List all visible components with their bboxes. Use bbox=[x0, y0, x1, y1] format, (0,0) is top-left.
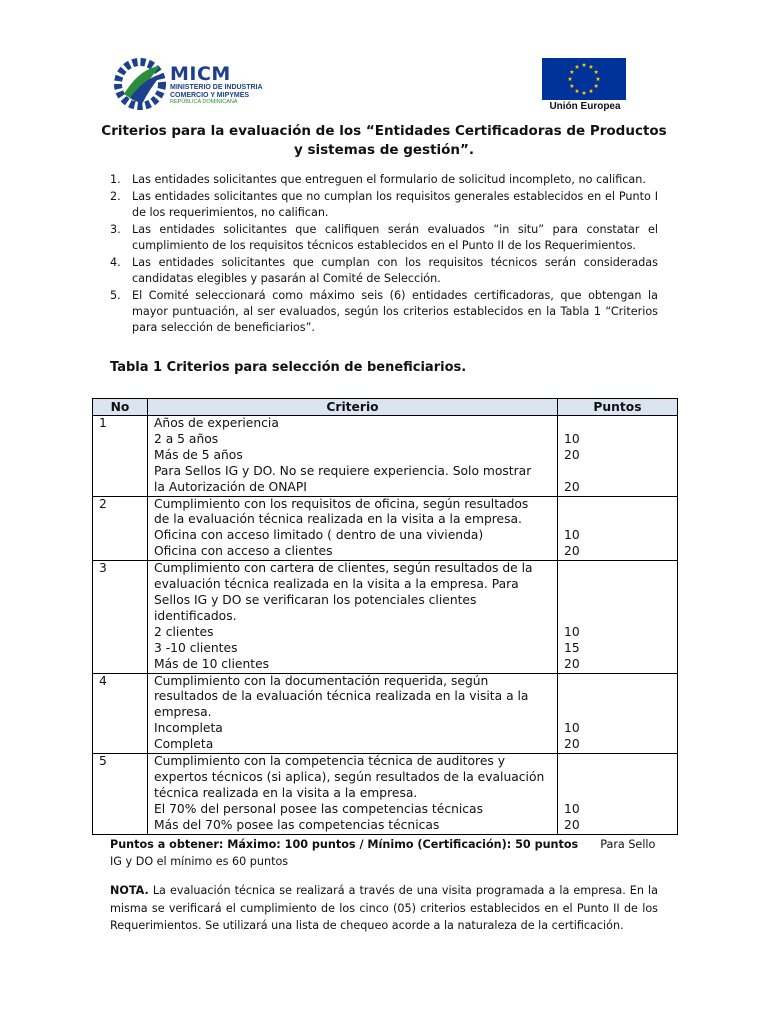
criterio-line: expertos técnicos (si aplica), según resultados de la evaluación bbox=[154, 769, 545, 784]
puntos-value bbox=[564, 497, 677, 513]
criteria-table bbox=[92, 398, 678, 835]
puntos-value: 10 bbox=[564, 624, 580, 639]
puntos-value bbox=[564, 593, 677, 609]
puntos-value: 10 bbox=[564, 721, 580, 736]
criterio-line: 2 a 5 años bbox=[154, 431, 219, 446]
criterio-line: Incompleta bbox=[154, 721, 223, 736]
criterio-line: de la evaluación técnica realizada en la visita a la empresa. bbox=[154, 512, 522, 527]
criterio-line: empresa. bbox=[154, 705, 212, 720]
table-row bbox=[93, 561, 678, 673]
puntos-value bbox=[564, 786, 677, 802]
list-item bbox=[110, 288, 658, 336]
table-row bbox=[93, 754, 678, 835]
row-criterio-cell bbox=[148, 673, 558, 754]
row-puntos-cell bbox=[558, 673, 678, 754]
eu-logo bbox=[542, 58, 628, 112]
criterio-line: 3 -10 clientes bbox=[154, 640, 238, 655]
criterio-line: Años de experiencia bbox=[154, 416, 279, 430]
row-number-cell: 3 bbox=[93, 561, 148, 673]
header-puntos: Puntos bbox=[558, 399, 678, 416]
criterio-line: Oficina con acceso limitado ( dentro de una vivienda) bbox=[154, 528, 484, 543]
nota-paragraph bbox=[110, 882, 658, 935]
list-item-number: 4. bbox=[110, 256, 121, 269]
list-item bbox=[110, 189, 658, 221]
row-puntos-cell bbox=[558, 754, 678, 835]
list-item-number: 2. bbox=[110, 190, 121, 203]
criteria-list bbox=[110, 172, 658, 337]
table-header-row bbox=[93, 399, 678, 416]
puntos-value: 15 bbox=[564, 640, 580, 655]
row-number-cell: 4 bbox=[93, 673, 148, 754]
criterio-line: Completa bbox=[154, 737, 214, 752]
puntos-value: 20 bbox=[564, 447, 580, 462]
row-number-cell: 2 bbox=[93, 496, 148, 561]
puntos-value bbox=[564, 464, 677, 480]
puntos-value: 10 bbox=[564, 801, 580, 816]
criterio-line: Cumplimiento con los requisitos de oficina, según resultados bbox=[154, 496, 529, 511]
criterio-line: Oficina con acceso a clientes bbox=[154, 544, 333, 559]
micm-name: MICM bbox=[170, 63, 231, 85]
table-row bbox=[93, 673, 678, 754]
micm-subtitle-2: COMERCIO Y MIPYMES bbox=[170, 91, 250, 99]
table-title: Tabla 1 Criterios para selección de beneficiarios. bbox=[110, 360, 467, 375]
row-criterio-cell bbox=[148, 754, 558, 835]
row-puntos-cell bbox=[558, 416, 678, 497]
header-no: No bbox=[93, 399, 148, 416]
table-row bbox=[93, 496, 678, 561]
list-item-number: 1. bbox=[110, 173, 121, 186]
micm-subtitle-1: MINISTERIO DE INDUSTRIA bbox=[170, 84, 263, 91]
puntos-value bbox=[564, 609, 677, 625]
puntos-value bbox=[564, 512, 677, 528]
criterio-line: técnica realizada en la visita a la empresa. bbox=[154, 785, 418, 800]
criterio-line: la Autorización de ONAPI bbox=[154, 479, 307, 494]
criterio-line: Para Sellos IG y DO. No se requiere experiencia. Solo mostrar bbox=[154, 463, 532, 478]
score-note-bold: Puntos a obtener: Máximo: 100 puntos / Mínimo (Certificación): 50 puntos bbox=[110, 838, 579, 851]
micm-wordmark bbox=[170, 64, 263, 105]
criterio-line: evaluación técnica realizada en la visita a la empresa. Para bbox=[154, 577, 519, 592]
criterio-line: identificados. bbox=[154, 608, 237, 623]
puntos-value bbox=[564, 754, 677, 770]
micm-subtitle-3: REPÚBLICA DOMINICANA bbox=[170, 99, 238, 105]
criterio-line: Cumplimiento con la competencia técnica de auditores y bbox=[154, 754, 505, 769]
list-item-text: Las entidades solicitantes que no cumplan los requisitos generales establecidos en el Punto I de los requerimientos, no califican. bbox=[132, 190, 658, 219]
puntos-value: 10 bbox=[564, 528, 580, 543]
puntos-value: 20 bbox=[564, 656, 580, 671]
list-item-text: El Comité seleccionará como máximo seis (6) entidades certificadoras, que obtengan la mayor puntuación, al ser evaluados, según los criterios establecidos en la Tabla 1 “Criterios para selección de beneficiarios”. bbox=[132, 289, 658, 334]
criterio-line: El 70% del personal posee las competencias técnicas bbox=[154, 801, 483, 816]
puntos-value bbox=[564, 561, 677, 577]
puntos-value bbox=[564, 674, 677, 690]
score-note bbox=[110, 836, 670, 870]
criterio-line: Sellos IG y DO se verificaran los potenciales clientes bbox=[154, 592, 477, 607]
table-body bbox=[93, 416, 678, 835]
eu-label: Unión Europea bbox=[549, 101, 621, 112]
list-item-text: Las entidades solicitantes que cumplan con los requisitos técnicos serán consideradas candidatas elegibles y pasarán al Comité de Selección. bbox=[132, 256, 658, 285]
criterio-line: resultados de la evaluación técnica realizada en la visita a la bbox=[154, 689, 529, 704]
eu-flag-icon bbox=[542, 58, 626, 100]
puntos-value: 10 bbox=[564, 431, 580, 446]
criterio-line: Más de 5 años bbox=[154, 447, 243, 462]
micm-gear-icon bbox=[114, 58, 166, 110]
puntos-value: 20 bbox=[564, 737, 580, 752]
list-item bbox=[110, 222, 658, 254]
puntos-value: 20 bbox=[564, 544, 580, 559]
row-puntos-cell bbox=[558, 561, 678, 673]
row-number-cell: 1 bbox=[93, 416, 148, 497]
row-puntos-cell bbox=[558, 496, 678, 561]
header-criterio: Criterio bbox=[148, 399, 558, 416]
list-item bbox=[110, 255, 658, 287]
criterio-line: Más de 10 clientes bbox=[154, 656, 270, 671]
row-criterio-cell bbox=[148, 416, 558, 497]
puntos-value bbox=[564, 770, 677, 786]
puntos-value bbox=[564, 705, 677, 721]
document-title: Criterios para la evaluación de los “Entidades Certificadoras de Productos y sistemas de gestión”. bbox=[101, 123, 667, 158]
puntos-value bbox=[564, 416, 677, 432]
list-item bbox=[110, 172, 658, 188]
row-number-cell: 5 bbox=[93, 754, 148, 835]
puntos-value: 20 bbox=[564, 479, 580, 494]
row-criterio-cell bbox=[148, 496, 558, 561]
criterio-line: Cumplimiento con la documentación requerida, según bbox=[154, 673, 489, 688]
puntos-value bbox=[564, 577, 677, 593]
list-item-number: 5. bbox=[110, 289, 121, 302]
table-row bbox=[93, 416, 678, 497]
puntos-value: 20 bbox=[564, 817, 580, 832]
nota-text: La evaluación técnica se realizará a través de una visita programada a la empresa. En la misma se verificará el cumplimiento de los cinco (05) criterios establecidos en el Punto II de los Requerimientos. Se utilizará una lista de chequeo acorde a la naturaleza de la certificación. bbox=[110, 884, 658, 932]
nota-label: NOTA. bbox=[110, 884, 149, 897]
list-item-number: 3. bbox=[110, 223, 121, 236]
micm-logo bbox=[114, 58, 274, 110]
criterio-line: Cumplimiento con cartera de clientes, según resultados de la bbox=[154, 561, 533, 576]
score-note-normal: Para Sello IG y DO el mínimo es 60 puntos bbox=[110, 838, 656, 868]
list-item-text: Las entidades solicitantes que entreguen el formulario de solicitud incompleto, no califican. bbox=[132, 173, 646, 186]
list-item-text: Las entidades solicitantes que califiquen serán evaluados “in situ” para constatar el cumplimiento de los requisitos técnicos establecidos en el Punto II de los Requerimientos. bbox=[132, 223, 658, 252]
criterio-line: 2 clientes bbox=[154, 624, 214, 639]
row-criterio-cell bbox=[148, 561, 558, 673]
puntos-value bbox=[564, 689, 677, 705]
criterio-line: Más del 70% posee las competencias técnicas bbox=[154, 817, 440, 832]
